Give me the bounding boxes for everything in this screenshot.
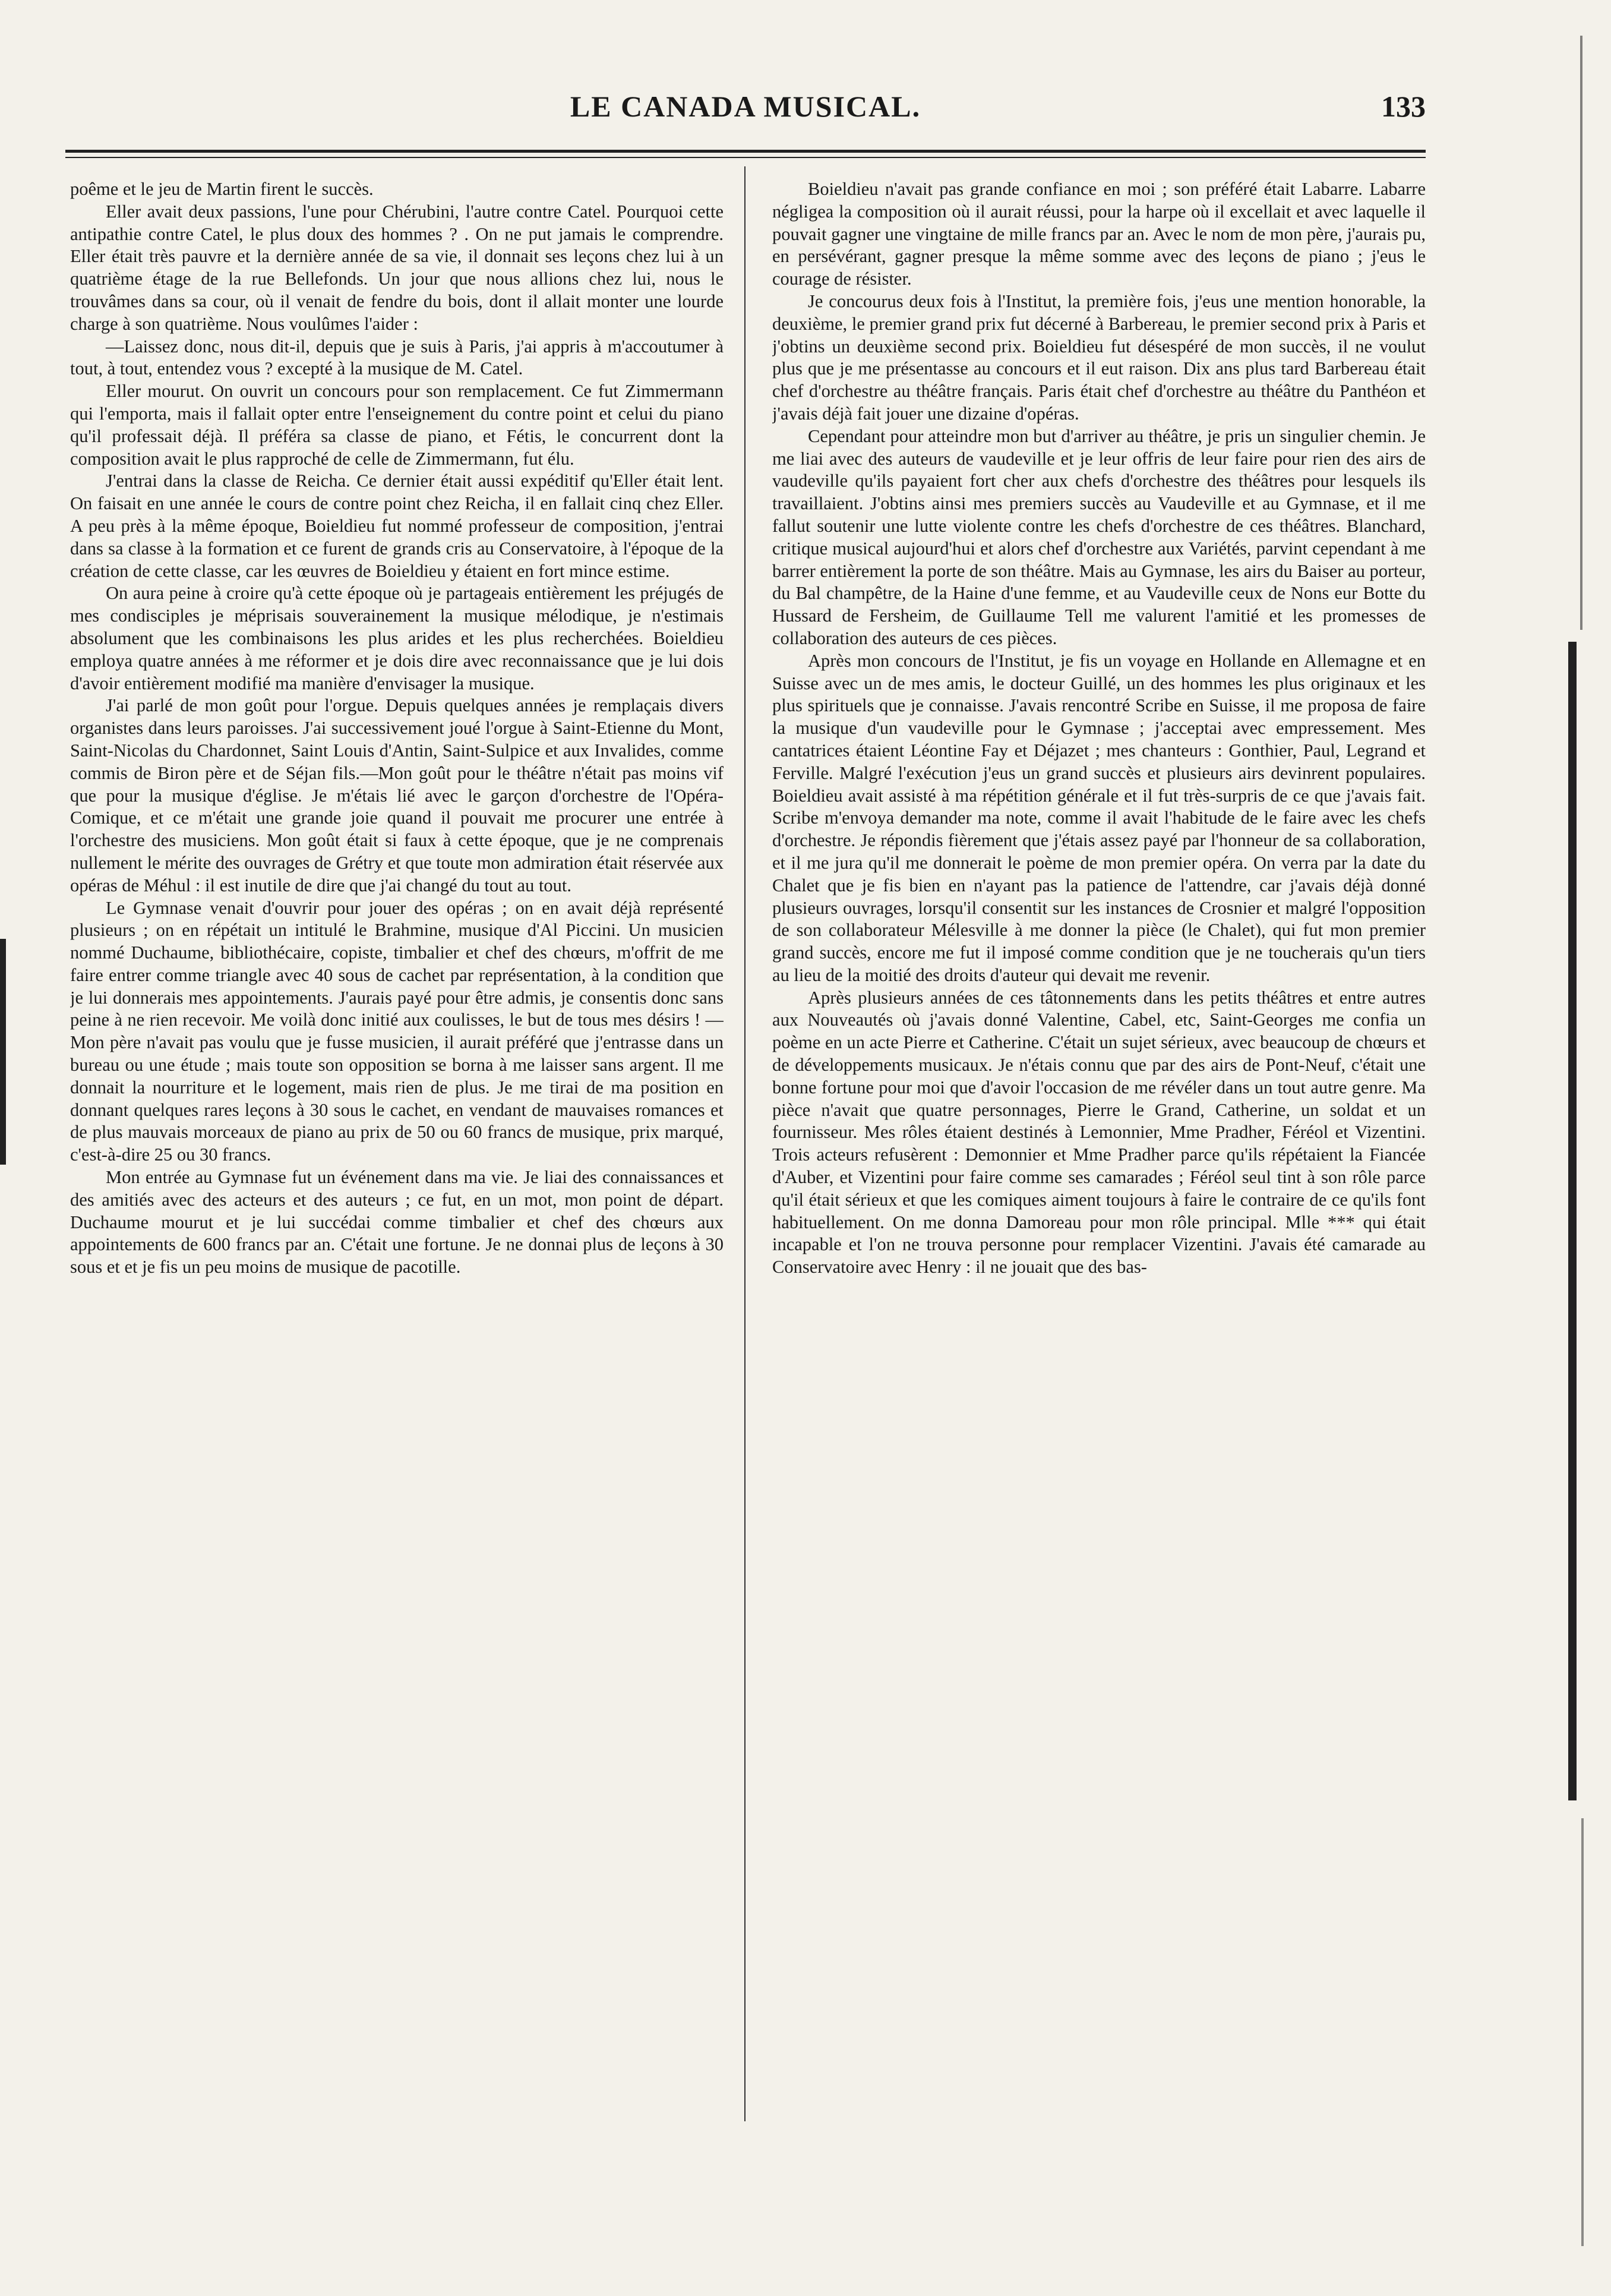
paragraph: Eller mourut. On ouvrit un concours pour son remplacement. Ce fut Zimmermann qui l'emporta, mais il fallait opter entre l'enseignement du contre point et celui du piano qu'il professait déjà. Il préféra sa classe de piano, et Fétis, le concurrent dont la composition avait le plus rapproché de celle de Zimmermann, fut élu. xyxy=(70,381,724,469)
paragraph: Cependant pour atteindre mon but d'arriver au théâtre, je pris un singulier chemin. Je me liai avec des auteurs de vaudeville et je leur offris de leur faire pour rien des airs de vaudeville qu'ils payaient fort cher aux chefs d'orchestre des théâtres pour lesquels ils travaillaient. J'obtins ainsi mes premiers succès au Vaudeville et au Gymnase, et il me fallut soutenir une lutte violente contre les chefs d'orchestre de ces théâtres. Blanchard, critique musical aujourd'hui et alors chef d'orchestre aux Variétés, parvint cependant à me barrer entièrement la porte de son théâtre. Mais au Gymnase, les airs du Baiser au porteur, du Bal champêtre, de la Haine d'une femme, et au Vaudeville ceux de Nons eur Botte du Hussard de Fersheim, de Guillaume Tell me valurent l'amitié et les promesses de collaboration des auteurs de ces pièces. xyxy=(772,425,1426,648)
scan-edge-mark xyxy=(1581,1818,1584,2246)
page-header xyxy=(65,89,1426,131)
paragraph: J'ai parlé de mon goût pour l'orgue. Depuis quelques années je remplaçais divers organistes dans leurs paroisses. J'ai successivement joué l'orgue à Saint-Etienne du Mont, Saint-Nicolas du Chardonnet, Saint Louis d'Antin, Saint-Sulpice et aux Invalides, comme commis de Biron père et de Séjan fils.—Mon goût pour le théâtre n'était pas moins vif que pour la musique d'église. Je m'étais lié avec le garçon d'orchestre de l'Opéra-Comique, et ce m'était une grande joie quand il pouvait me procurer une entrée à l'orchestre des musiciens. Mon goût était si faux à cette époque, que je ne comprenais nullement le mérite des ouvrages de Grétry et que toute mon admiration était réservée aux opéras de Méhul : il est inutile de dire que j'ai changé du tout au tout. xyxy=(70,695,724,895)
column-divider xyxy=(744,166,746,2121)
paragraph: —Laissez donc, nous dit-il, depuis que je suis à Paris, j'ai appris à m'accoutumer à tout, à tout, entendez vous ? excepté à la musique de M. Catel. xyxy=(70,336,724,379)
paragraph: On aura peine à croire qu'à cette époque où je partageais entièrement les préjugés de mes condisciples je méprisais souverainement la musique mélodique, je n'estimais absolument que les combinaisons les plus arides et les plus recherchées. Boieldieu employa quatre années à me réformer et je dois dire avec reconnaissance que je lui dois d'avoir entièrement modifié ma manière d'envisager la musique. xyxy=(70,583,724,693)
scan-edge-mark xyxy=(1568,642,1577,1800)
paragraph: Mon entrée au Gymnase fut un événement dans ma vie. Je liai des connaissances et des amitiés avec des acteurs et des auteurs ; ce fut, en un mot, mon point de départ. Duchaume mourut et je lui succédai comme timbalier et chef des chœurs aux appointements de 600 francs par an. C'était une fortune. Je ne donnai plus de leçons à 30 sous et et je fis un peu moins de musique de pacotille. xyxy=(70,1167,724,1278)
paragraph: Le Gymnase venait d'ouvrir pour jouer des opéras ; on en avait déjà représenté plusieurs ; on en répétait un intitulé le Brahmine, musique d'Al Piccini. Un musicien nommé Duchaume, bibliothécaire, copiste, timbalier et chef des chœurs, m'offrit de me faire entrer comme triangle avec 40 sous de cachet par représentation, à la condition que je lui donnerais mes appointements. J'aurais payé pour être admis, je consentis donc sans peine à ne rien recevoir. Me voilà donc initié aux coulisses, le but de tous mes désirs ! — Mon père n'avait pas voulu que je fusse musicien, il aurait préféré que j'entrasse dans un bureau ou une étude ; mais toute son opposition se borna à me laisser sans argent. Il me donnait la nourriture et le logement, mais rien de plus. Je me tirai de ma position en donnant quelques rares leçons à 30 sous le cachet, en vendant de mauvaises romances et de plus mauvais morceaux de piano au prix de 50 ou 60 francs de musique, prix marqué, c'est-à-dire 25 ou 30 francs. xyxy=(70,897,724,1165)
right-column xyxy=(772,178,1426,2133)
paragraph: poême et le jeu de Martin firent le succès. xyxy=(70,179,374,199)
paragraph: Après mon concours de l'Institut, je fis un voyage en Hollande en Allemagne et en Suisse avec un de mes amis, le docteur Guillé, un des hommes les plus originaux et les plus spirituels que je connaisse. J'avais rencontré Scribe en Suisse, il me proposa de faire la musique d'un vaudeville pour le Gymnase ; j'acceptai avec empressement. Mes cantatrices étaient Léontine Fay et Déjazet ; mes chanteurs : Gonthier, Paul, Legrand et Ferville. Malgré l'exécution j'eus un grand succès et plusieurs airs devinrent populaires. Boieldieu avait assisté à ma répétition générale et il fut très-surpris de ce que j'avais fait. Scribe m'envoya demander ma note, comme il avait l'habitude de le faire avec les chefs d'orchestre. Je répondis fièrement que j'étais assez payé par l'honneur de sa collaboration, et il me jura qu'il me donnerait le poème de mon premier opéra. On verra par la date du Chalet que je fis bien en n'ayant pas la patience de l'attendre, car j'avais déjà donné plusieurs ouvrages, lorsqu'il consentit sur les instances de Crosnier et malgré l'opposition de son collaborateur Mélesville à me donner la pièce (le Chalet), qui fut mon premier grand succès, encore me fut il imposé comme condition que je ne toucherais qu'un tiers au lieu de la moitié des droits d'auteur qui devait me revenir. xyxy=(772,650,1426,985)
paragraph: Après plusieurs années de ces tâtonnements dans les petits théâtres et entre autres aux Nouveautés où j'avais donné Valentine, Cabel, etc, Saint-Georges me confia un poème en un acte Pierre et Catherine. C'était un sujet sérieux, avec beaucoup de chœurs et de développements musicaux. Je n'étais connu que par des airs de Pont-Neuf, c'était une bonne fortune pour moi que d'avoir l'occasion de me révéler dans un tout autre genre. Ma pièce n'avait que quatre personnages, Pierre le Grand, Catherine, un soldat et un fournisseur. Mes rôles étaient destinés à Lemonnier, Mme Pradher, Féréol et Vizentini. Trois acteurs refusèrent : Demonnier et Mme Pradher parce qu'ils répétaient la Fiancée d'Auber, et Vizentini pour faire comme ses camarades ; Féréol seul tint à son rôle parce qu'il était sérieux et que les comiques aiment toujours à faire le contraire de ce qu'ils font habituellement. On me donna Damoreau pour mon rôle principal. Mlle *** qui était incapable et l'on ne trouva personne pour remplacer Vizentini. J'avais été camarade au Conservatoire avec Henry : il ne jouait que des bas- xyxy=(772,987,1426,1278)
paragraph: J'entrai dans la classe de Reicha. Ce dernier était aussi expéditif qu'Eller était lent. On faisait en une année le cours de contre point chez Reicha, il en fallait cinq chez Eller. A peu près à la même époque, Boieldieu fut nommé professeur de composition, j'entrai dans sa classe à la formation et ce furent de grands cris au Conservatoire, à l'époque de la création de cette classe, car les œuvres de Boieldieu y étaient en fort mince estime. xyxy=(70,471,724,581)
running-title: LE CANADA MUSICAL. xyxy=(570,90,921,123)
paragraph: Eller avait deux passions, l'une pour Chérubini, l'autre contre Catel. Pourquoi cette antipathie contre Catel, le plus doux des hommes ? . On ne put jamais le comprendre. Eller était très pauvre et la dernière année de sa vie, il donnait ses leçons chez lui à un quatrième étage de la rue Bellefonds. Un jour que nous allions chez lui, nous le trouvâmes dans sa cour, où il venait de fendre du bois, dont il allait monter une lourde charge à son quatrième. Nous voulûmes l'aider : xyxy=(70,201,724,334)
scan-edge-mark xyxy=(0,939,6,1165)
header-rule-thin xyxy=(65,157,1426,158)
page-number: 133 xyxy=(1381,90,1426,123)
paragraph: Boieldieu n'avait pas grande confiance en moi ; son préféré était Labarre. Labarre négligea la composition où il aurait réussi, pour la harpe où il excellait et avec laquelle il pouvait gagner une vingtaine de mille francs par an. Avec le nom de mon père, j'aurais pu, en persévérant, gagner presque la même somme avec des leçons de piano ; j'eus le courage de résister. xyxy=(772,179,1426,289)
left-column xyxy=(70,178,724,2133)
scan-edge-mark xyxy=(1580,36,1582,630)
paragraph: Je concourus deux fois à l'Institut, la première fois, j'eus une mention honorable, la deuxième, le premier grand prix fut décerné à Barbereau, le premier second prix à Paris et j'obtins un deuxième second prix. Boieldieu fut désespéré de mon succès, il ne voulut plus que je me présentasse au concours et il eut raison. Dix ans plus tard Barbereau était chef d'orchestre au théâtre français. Paris était chef d'orchestre au théâtre du Panthéon et j'avais déjà fait jouer une dizaine d'opéras. xyxy=(772,291,1426,424)
header-rule-thick xyxy=(65,150,1426,153)
